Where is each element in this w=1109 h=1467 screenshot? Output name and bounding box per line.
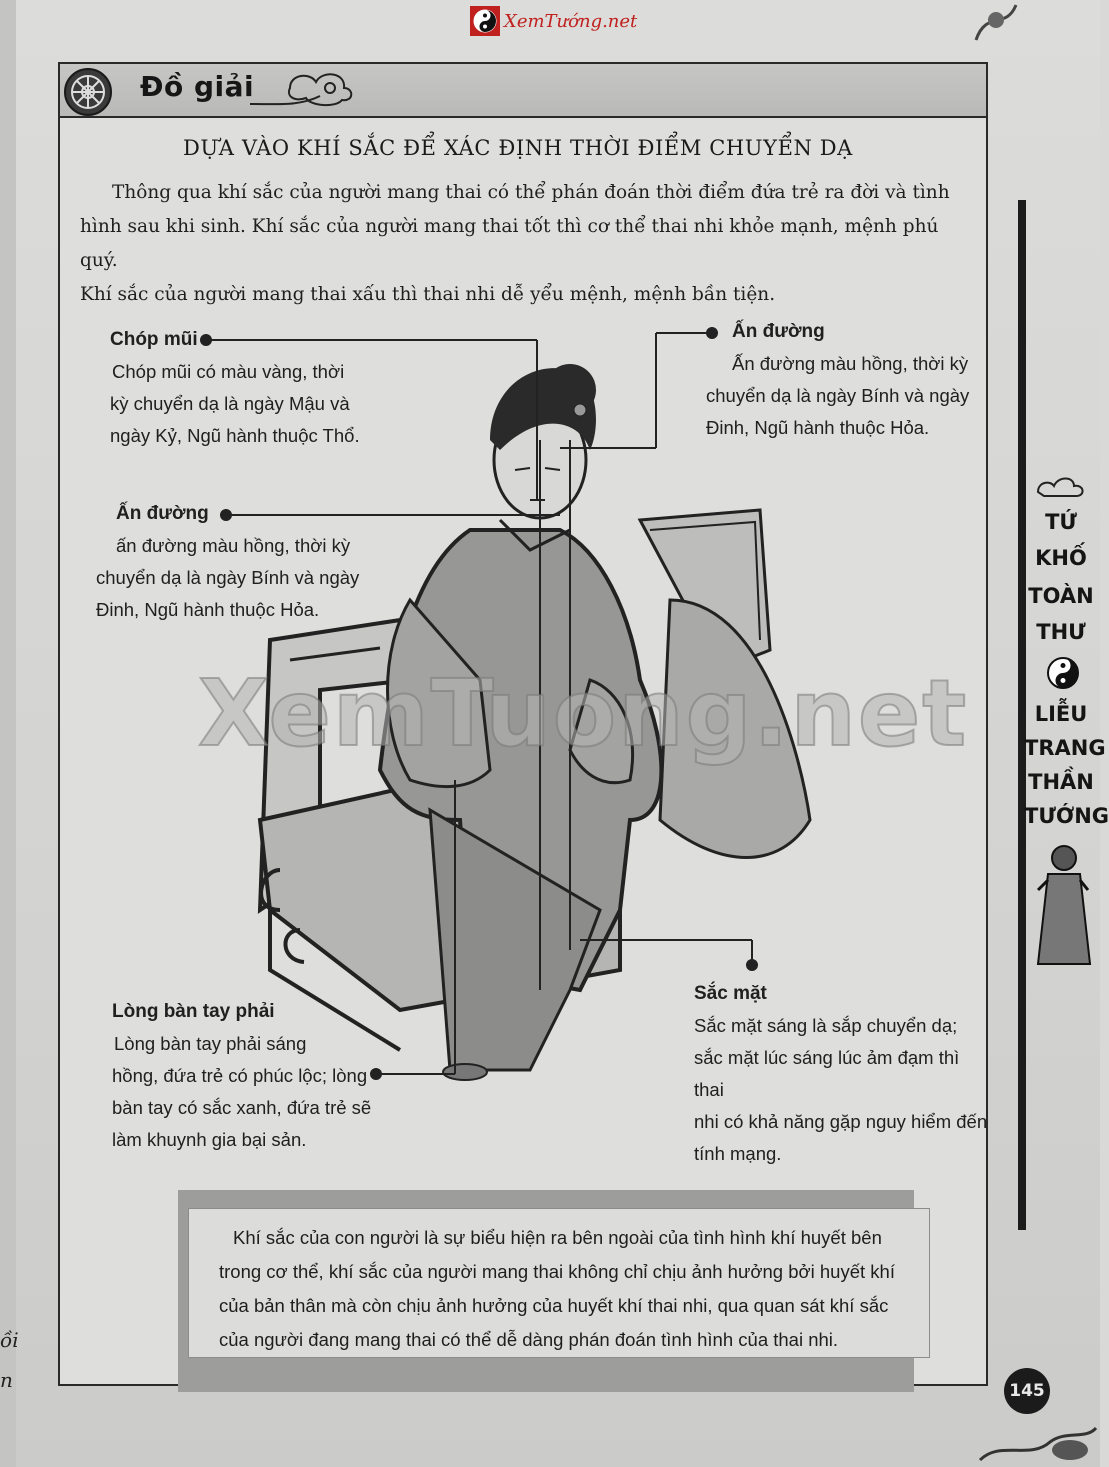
previous-page-fragment: ồi: [0, 1328, 19, 1352]
intro-line: Khí sắc của người mang thai xấu thì thai nhi dễ yểu mệnh, mệnh bần tiện.: [80, 284, 776, 305]
note-box: [178, 1190, 914, 1392]
section-title: Đồ giải: [140, 70, 255, 103]
callout-line: Ấn đường màu hồng, thời kỳ: [732, 353, 969, 374]
callout-line: Chóp mũi có màu vàng, thời: [112, 361, 345, 382]
note-line: của người đang mang thai có thể dễ dàng phán đoán tình hình của thai nhi.: [219, 1329, 839, 1350]
callout-line: tính mạng.: [694, 1143, 782, 1164]
side-tab-word: KHỐ: [1035, 546, 1087, 570]
callout-line: chuyển dạ là ngày Bính và ngày: [96, 567, 360, 588]
page-number: 145: [1004, 1368, 1050, 1414]
side-tab-word: TRANG: [1024, 736, 1106, 760]
intro-line: Thông qua khí sắc của người mang thai có thể phán đoán thời điểm đứa trẻ ra đời và tình: [112, 182, 950, 203]
side-tab-word: TỨ: [1045, 510, 1077, 534]
note-line: trong cơ thể, khí sắc của người mang thai không chỉ chịu ảnh hưởng bởi huyết khí: [219, 1261, 895, 1282]
yin-yang-icon: [1046, 656, 1080, 690]
callout-line: ấn đường màu hồng, thời kỳ: [116, 535, 351, 556]
callout-line: Đinh, Ngũ hành thuộc Hỏa.: [96, 599, 320, 620]
previous-page-fragment: n: [0, 1368, 13, 1392]
callout-line: Lòng bàn tay phải sáng: [114, 1033, 307, 1054]
callout-line: ngày Kỷ, Ngũ hành thuộc Thổ.: [110, 425, 360, 446]
cloud-ornament-icon: [1034, 470, 1090, 500]
note-line: Khí sắc của con người là sự biểu hiện ra bên ngoài của tình hình khí huyết bên: [233, 1227, 882, 1248]
callout-label: Chóp mũi: [110, 329, 198, 350]
lotus-ornament-icon: [970, 1420, 1100, 1467]
note-line: của bản thân mà còn chịu ảnh hưởng của huyết khí thai nhi, qua quan sát khí sắc: [219, 1295, 889, 1316]
watermark: XemTuong.net: [198, 660, 969, 767]
side-tab-word: THƯ: [1036, 620, 1086, 644]
side-tab-word: TƯỚNG: [1024, 804, 1109, 828]
callout-line: Đinh, Ngũ hành thuộc Hỏa.: [706, 417, 930, 438]
callout-label: Lòng bàn tay phải: [112, 1001, 275, 1022]
side-tab-word: TOÀN: [1028, 584, 1094, 608]
side-tab-word: LIỄU: [1034, 702, 1088, 726]
brand-name: XemTướng.net: [504, 10, 638, 32]
callout-line: nhi có khả năng gặp nguy hiểm đến: [694, 1111, 988, 1132]
callout-line: làm khuynh gia bại sản.: [112, 1129, 307, 1150]
callout-forehead-right: [706, 316, 996, 444]
sage-figure-icon: [1030, 840, 1096, 970]
callout-line: bàn tay có sắc xanh, đứa trẻ sẽ: [112, 1097, 372, 1118]
callout-line: hồng, đứa trẻ có phúc lộc; lòng: [112, 1065, 368, 1086]
callout-line: chuyển dạ là ngày Bính và ngày: [706, 385, 970, 406]
callout-line: kỳ chuyển dạ là ngày Mậu và: [110, 393, 350, 414]
callout-right-palm: [112, 996, 372, 1156]
callout-line: sắc mặt lúc sáng lúc ảm đạm thì thai: [694, 1047, 960, 1100]
note-text: [188, 1208, 930, 1358]
callout-forehead-left: [96, 498, 386, 626]
callout-line: Sắc mặt sáng là sắp chuyển dạ;: [694, 1015, 958, 1036]
callout-label: Sắc mặt: [694, 983, 767, 1004]
callout-complexion: [694, 978, 994, 1170]
side-tab-word: THẦN: [1028, 770, 1094, 794]
callout-nose-tip: [110, 324, 380, 452]
article-title: DỰA VÀO KHÍ SẮC ĐỂ XÁC ĐỊNH THỜI ĐIỂM CHUYỂN DẠ: [183, 136, 853, 160]
callout-label: Ấn đường: [116, 503, 209, 524]
intro-line: hình sau khi sinh. Khí sắc của người mang thai tốt thì cơ thể thai nhi khỏe mạnh, mệnh phú quý.: [80, 216, 939, 271]
callout-label: Ấn đường: [732, 321, 825, 342]
